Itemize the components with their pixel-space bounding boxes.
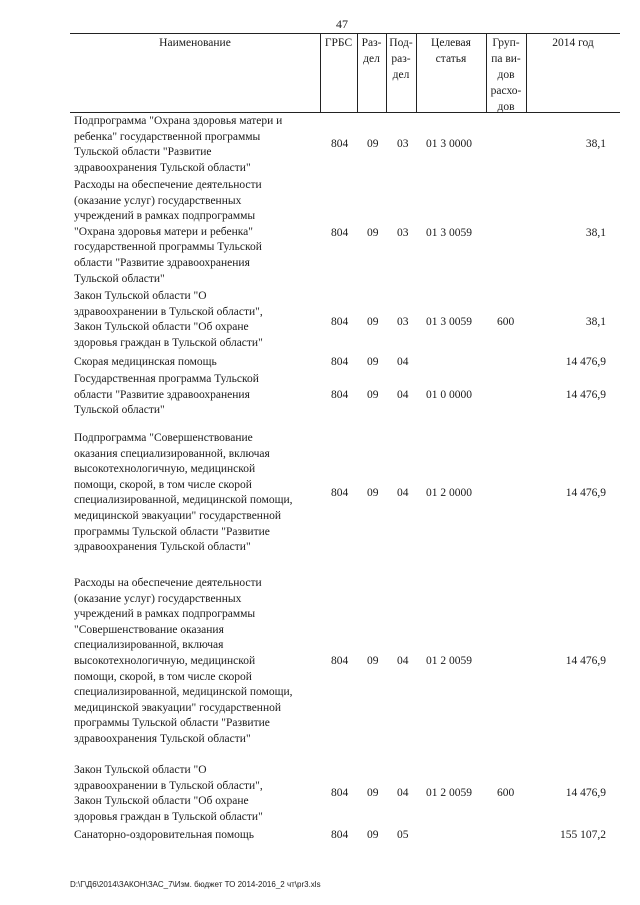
header-top-border <box>70 33 620 34</box>
row-podrazdel: 04 <box>397 356 409 368</box>
row-target-article: 01 0 0000 <box>426 389 472 401</box>
row-razdel: 09 <box>367 227 379 239</box>
row-grbs: 804 <box>331 227 349 239</box>
row-expense-group: 600 <box>497 316 515 328</box>
row-amount: 14 476,9 <box>565 356 606 368</box>
row-podrazdel: 04 <box>397 389 409 401</box>
header-target-article: Целевая статья <box>431 37 471 65</box>
row-grbs: 804 <box>331 356 349 368</box>
row-amount: 38,1 <box>585 138 606 150</box>
header-podrazdel: Под- раз- дел <box>389 37 413 81</box>
row-name: Скорая медицинская помощь <box>74 356 217 368</box>
row-target-article: 01 3 0059 <box>426 316 472 328</box>
row-amount: 14 476,9 <box>565 389 606 401</box>
row-grbs: 804 <box>331 655 349 667</box>
row-grbs: 804 <box>331 138 349 150</box>
row-podrazdel: 03 <box>397 138 409 150</box>
row-name: Государственная программа Тульской области "Развитие здравоохранения Тульской области" <box>74 373 259 417</box>
header-expense-group: Груп- па ви- дов расхо- дов <box>490 37 522 113</box>
row-amount: 155 107,2 <box>560 829 606 841</box>
row-name: Подпрограмма "Совершенствование оказания специализированной, включая высокотехнологичную, медицинской помощи, скорой, в том числе скорой специализированной, медицинской помощи, медицинской эвакуации" государственной программы Тульской области "Развитие здравоохранения Тульской области" <box>74 432 293 554</box>
header-grbs: ГРБС <box>324 37 353 49</box>
row-grbs: 804 <box>331 389 349 401</box>
row-razdel: 09 <box>367 655 379 667</box>
row-podrazdel: 04 <box>397 655 409 667</box>
row-target-article: 01 3 0059 <box>426 227 472 239</box>
row-razdel: 09 <box>367 787 379 799</box>
header-name: Наименование <box>159 37 231 49</box>
row-razdel: 09 <box>367 356 379 368</box>
row-podrazdel: 05 <box>397 829 409 841</box>
row-amount: 14 476,9 <box>565 655 606 667</box>
row-grbs: 804 <box>331 787 349 799</box>
row-amount: 14 476,9 <box>565 787 606 799</box>
header-year: 2014 год <box>552 37 594 49</box>
row-name: Подпрограмма "Охрана здоровья матери и ребенка" государственной программы Тульской области "Развитие здравоохранения Тульской области" <box>74 115 283 174</box>
row-name: Санаторно-оздоровительная помощь <box>74 829 254 841</box>
row-grbs: 804 <box>331 316 349 328</box>
row-podrazdel: 04 <box>397 787 409 799</box>
row-grbs: 804 <box>331 829 349 841</box>
row-name: Расходы на обеспечение деятельности (оказание услуг) государственных учреждений в рамках подпрограммы "Охрана здоровья матери и ребенка" государственной программы Тульской области "Развитие здравоохранения Тульской области" <box>74 179 262 285</box>
row-amount: 14 476,9 <box>565 487 606 499</box>
row-name: Закон Тульской области "О здравоохранении в Тульской области", Закон Тульской области "Об охране здоровья граждан в Тульской области" <box>74 764 263 823</box>
page-number: 47 <box>336 17 348 31</box>
file-path-footer: D:\Г\Д6\2014\ЗАКОН\ЗАС_7\Изм. бюджет ТО 2014-2016_2 чт\pr3.xls <box>70 880 321 889</box>
header-bottom-border <box>70 112 620 113</box>
row-target-article: 01 2 0000 <box>426 487 472 499</box>
row-target-article: 01 2 0059 <box>426 787 472 799</box>
row-amount: 38,1 <box>585 227 606 239</box>
row-target-article: 01 2 0059 <box>426 655 472 667</box>
row-name: Расходы на обеспечение деятельности (оказание услуг) государственных учреждений в рамках подпрограммы "Совершенствование оказания специализированной, включая высокотехнологичную, медицинской помощи, скорой, в том числе скорой специализированной, медицинской помощи, медицинской эвакуации" государственной программы Тульской области "Развитие здравоохранения Тульской области" <box>74 577 293 745</box>
row-razdel: 09 <box>367 316 379 328</box>
row-name: Закон Тульской области "О здравоохранении в Тульской области", Закон Тульской области "Об охране здоровья граждан в Тульской области" <box>74 290 263 349</box>
row-grbs: 804 <box>331 487 349 499</box>
row-razdel: 09 <box>367 389 379 401</box>
header-razdel: Раз- дел <box>361 37 382 65</box>
row-amount: 38,1 <box>585 316 606 328</box>
row-expense-group: 600 <box>497 787 515 799</box>
row-podrazdel: 04 <box>397 487 409 499</box>
row-razdel: 09 <box>367 138 379 150</box>
row-razdel: 09 <box>367 487 379 499</box>
row-podrazdel: 03 <box>397 227 409 239</box>
row-razdel: 09 <box>367 829 379 841</box>
row-podrazdel: 03 <box>397 316 409 328</box>
row-target-article: 01 3 0000 <box>426 138 472 150</box>
